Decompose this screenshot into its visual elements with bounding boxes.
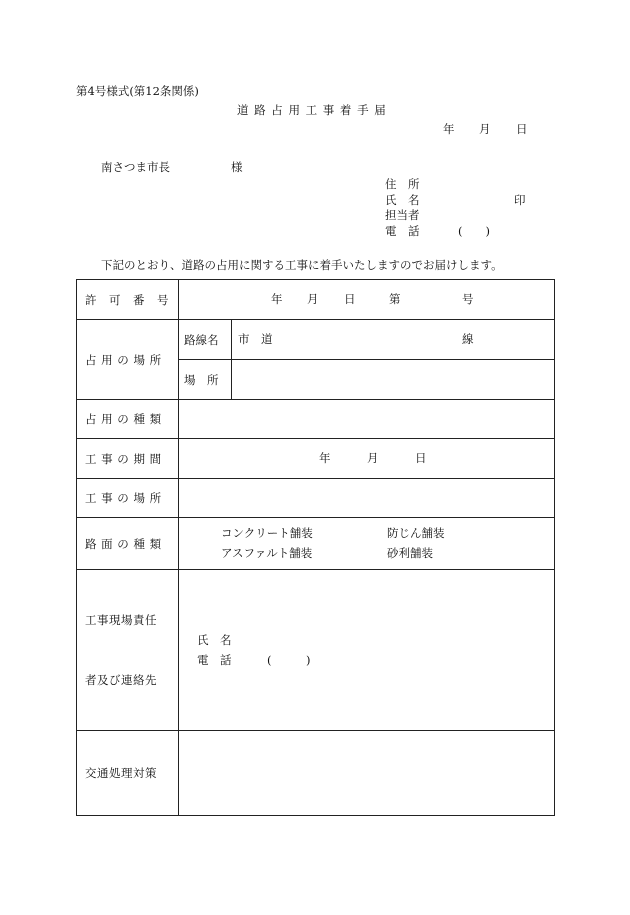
location-label: 場 所 xyxy=(179,360,232,399)
applicant-name-label: 氏 名 xyxy=(385,193,420,207)
surface-option-concrete[interactable]: コンクリート舗装 xyxy=(221,526,313,540)
work-place-label: 工 事 の 場 所 xyxy=(77,479,179,518)
date-year: 年 xyxy=(443,122,455,136)
form-number: 第4号様式(第12条関係) xyxy=(76,84,199,98)
work-place-field[interactable] xyxy=(179,479,555,518)
work-period-label: 工 事 の 期 間 xyxy=(77,439,179,479)
row-occupancy-place xyxy=(77,320,555,400)
site-supervisor-label xyxy=(77,570,179,731)
date-month: 月 xyxy=(479,122,491,136)
supervisor-phone-parens: ( ) xyxy=(267,652,311,667)
surface-type-field xyxy=(179,518,555,570)
occupancy-place-label: 占 用 の 場 所 xyxy=(77,320,179,400)
page-title: 道 路 占 用 工 事 着 手 届 xyxy=(237,103,387,117)
period-month: 月 xyxy=(367,451,379,465)
period-year: 年 xyxy=(319,451,331,465)
surface-option-gravel[interactable]: 砂利舗装 xyxy=(387,546,433,560)
site-supervisor-label-line1: 工事現場責任 xyxy=(85,613,157,627)
permit-month: 月 xyxy=(307,292,319,306)
surface-option-asphalt[interactable]: アスファルト舗装 xyxy=(221,546,313,560)
row-site-supervisor xyxy=(77,570,555,731)
applicant-contact-label: 担当者 xyxy=(385,208,420,222)
route-row xyxy=(179,320,554,359)
traffic-measures-field[interactable] xyxy=(179,731,555,816)
permit-number-field[interactable] xyxy=(179,280,555,320)
row-occupancy-type xyxy=(77,400,555,439)
occupancy-type-label: 占 用 の 種 類 xyxy=(77,400,179,439)
applicant-address-label: 住 所 xyxy=(385,177,420,191)
statement-text: 下記のとおり、道路の占用に関する工事に着手いたしますのでお届けします。 xyxy=(101,258,503,272)
surface-type-label: 路 面 の 種 類 xyxy=(77,518,179,570)
applicant-phone-label: 電 話 xyxy=(385,224,420,238)
permit-go: 号 xyxy=(462,292,474,306)
occupancy-place-cell xyxy=(179,320,555,400)
row-surface-type xyxy=(77,518,555,570)
permit-number-label: 許 可 番 号 xyxy=(77,280,179,320)
route-field[interactable] xyxy=(232,320,554,359)
surface-option-dustproof[interactable]: 防じん舗装 xyxy=(387,526,445,540)
row-traffic-measures xyxy=(77,731,555,816)
work-period-field[interactable] xyxy=(179,439,555,479)
seal-mark: 印 xyxy=(514,193,526,207)
supervisor-phone-label: 電 話 xyxy=(197,652,232,667)
route-label: 路線名 xyxy=(179,320,232,359)
route-suffix: 線 xyxy=(462,332,474,346)
date-day: 日 xyxy=(516,122,528,136)
site-supervisor-label-line2: 者及び連絡先 xyxy=(85,673,157,687)
location-field[interactable] xyxy=(232,360,554,399)
occupancy-type-field[interactable] xyxy=(179,400,555,439)
supervisor-name-label: 氏 名 xyxy=(197,632,232,647)
row-permit-number xyxy=(77,280,555,320)
addressee-name: 南さつま市長 xyxy=(101,160,170,174)
site-supervisor-field[interactable] xyxy=(179,570,555,731)
row-work-place xyxy=(77,479,555,518)
applicant-phone-parens: ( ) xyxy=(458,224,490,238)
row-work-period xyxy=(77,439,555,479)
addressee-honorific: 様 xyxy=(231,160,243,174)
location-row xyxy=(179,359,554,399)
traffic-measures-label: 交通処理対策 xyxy=(77,731,179,816)
route-prefix: 市 道 xyxy=(238,332,273,346)
permit-day: 日 xyxy=(344,292,356,306)
permit-year: 年 xyxy=(271,292,283,306)
permit-dai: 第 xyxy=(389,292,401,306)
form-table xyxy=(76,279,555,816)
period-day: 日 xyxy=(415,451,427,465)
